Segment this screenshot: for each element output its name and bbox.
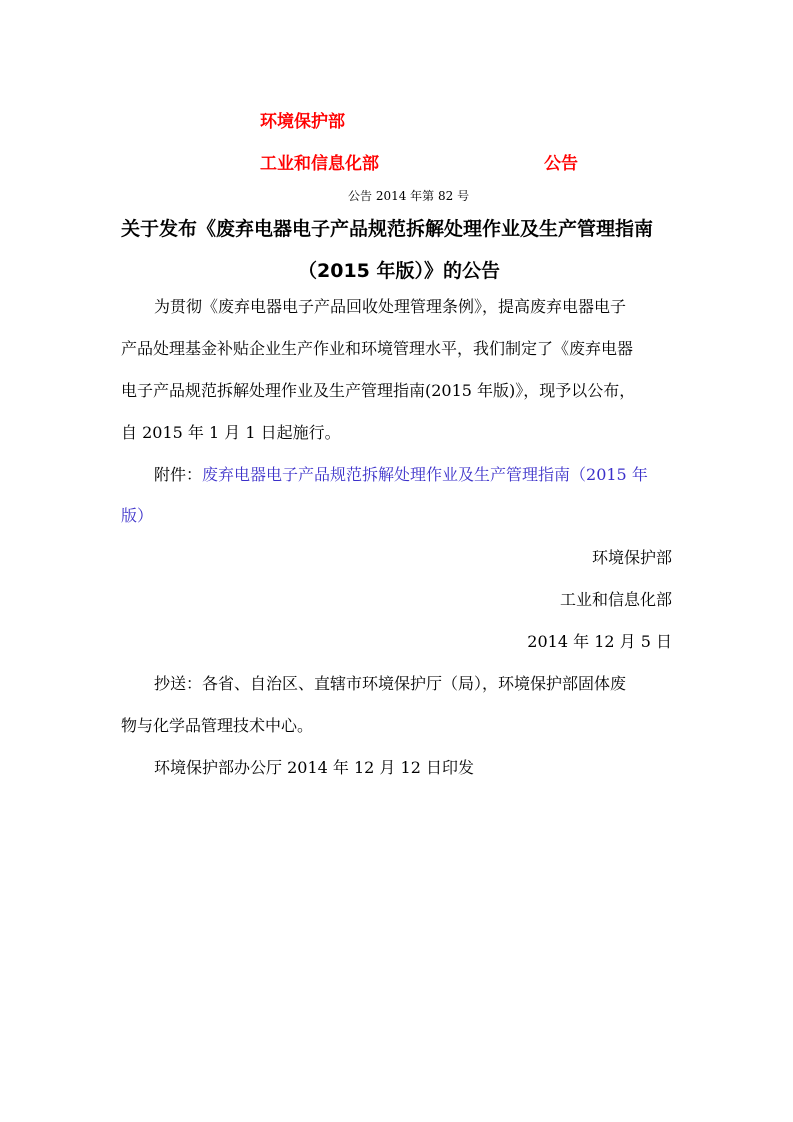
- notice-number: 公告 2014 年第 82 号: [348, 189, 470, 203]
- body-paragraph-line2: 产品处理基金补贴企业生产作业和环境管理水平，我们制定了《废弃电器: [121, 339, 634, 358]
- attachment-link-continued[interactable]: 版）: [121, 506, 154, 525]
- signature-org-industry: 工业和信息化部: [559, 590, 672, 609]
- document-title-line1: 关于发布《废弃电器电子产品规范拆解处理作业及生产管理指南: [121, 218, 654, 240]
- cc-line2: 物与化学品管理技术中心。: [121, 716, 314, 735]
- cc-line1: 抄送：各省、自治区、直辖市环境保护厅（局），环境保护部固体废: [154, 674, 627, 693]
- signature-org-environment: 环境保护部: [591, 548, 672, 567]
- attachment-label: 附件：: [154, 465, 203, 484]
- issued-by-footer: 环境保护部办公厅 2014 年 12 月 12 日印发: [154, 758, 474, 777]
- body-paragraph-line1: 为贯彻《废弃电器电子产品回收处理管理条例》，提高废弃电器电子: [154, 297, 627, 316]
- issuer-dept-environment: 环境保护部: [260, 112, 345, 132]
- signature-date: 2014 年 12 月 5 日: [527, 632, 672, 651]
- attachment-line1: [154, 465, 648, 485]
- document-title-line2: （2015 年版）》的公告: [298, 260, 500, 282]
- notice-label: 公告: [544, 154, 578, 174]
- attachment-link[interactable]: 废弃电器电子产品规范拆解处理作业及生产管理指南（2015 年: [202, 465, 648, 484]
- body-paragraph-line4: 自 2015 年 1 月 1 日起施行。: [121, 423, 341, 442]
- body-paragraph-line3: 电子产品规范拆解处理作业及生产管理指南(2015 年版)》，现予以公布，: [121, 381, 636, 400]
- issuer-dept-industry: 工业和信息化部: [260, 154, 379, 174]
